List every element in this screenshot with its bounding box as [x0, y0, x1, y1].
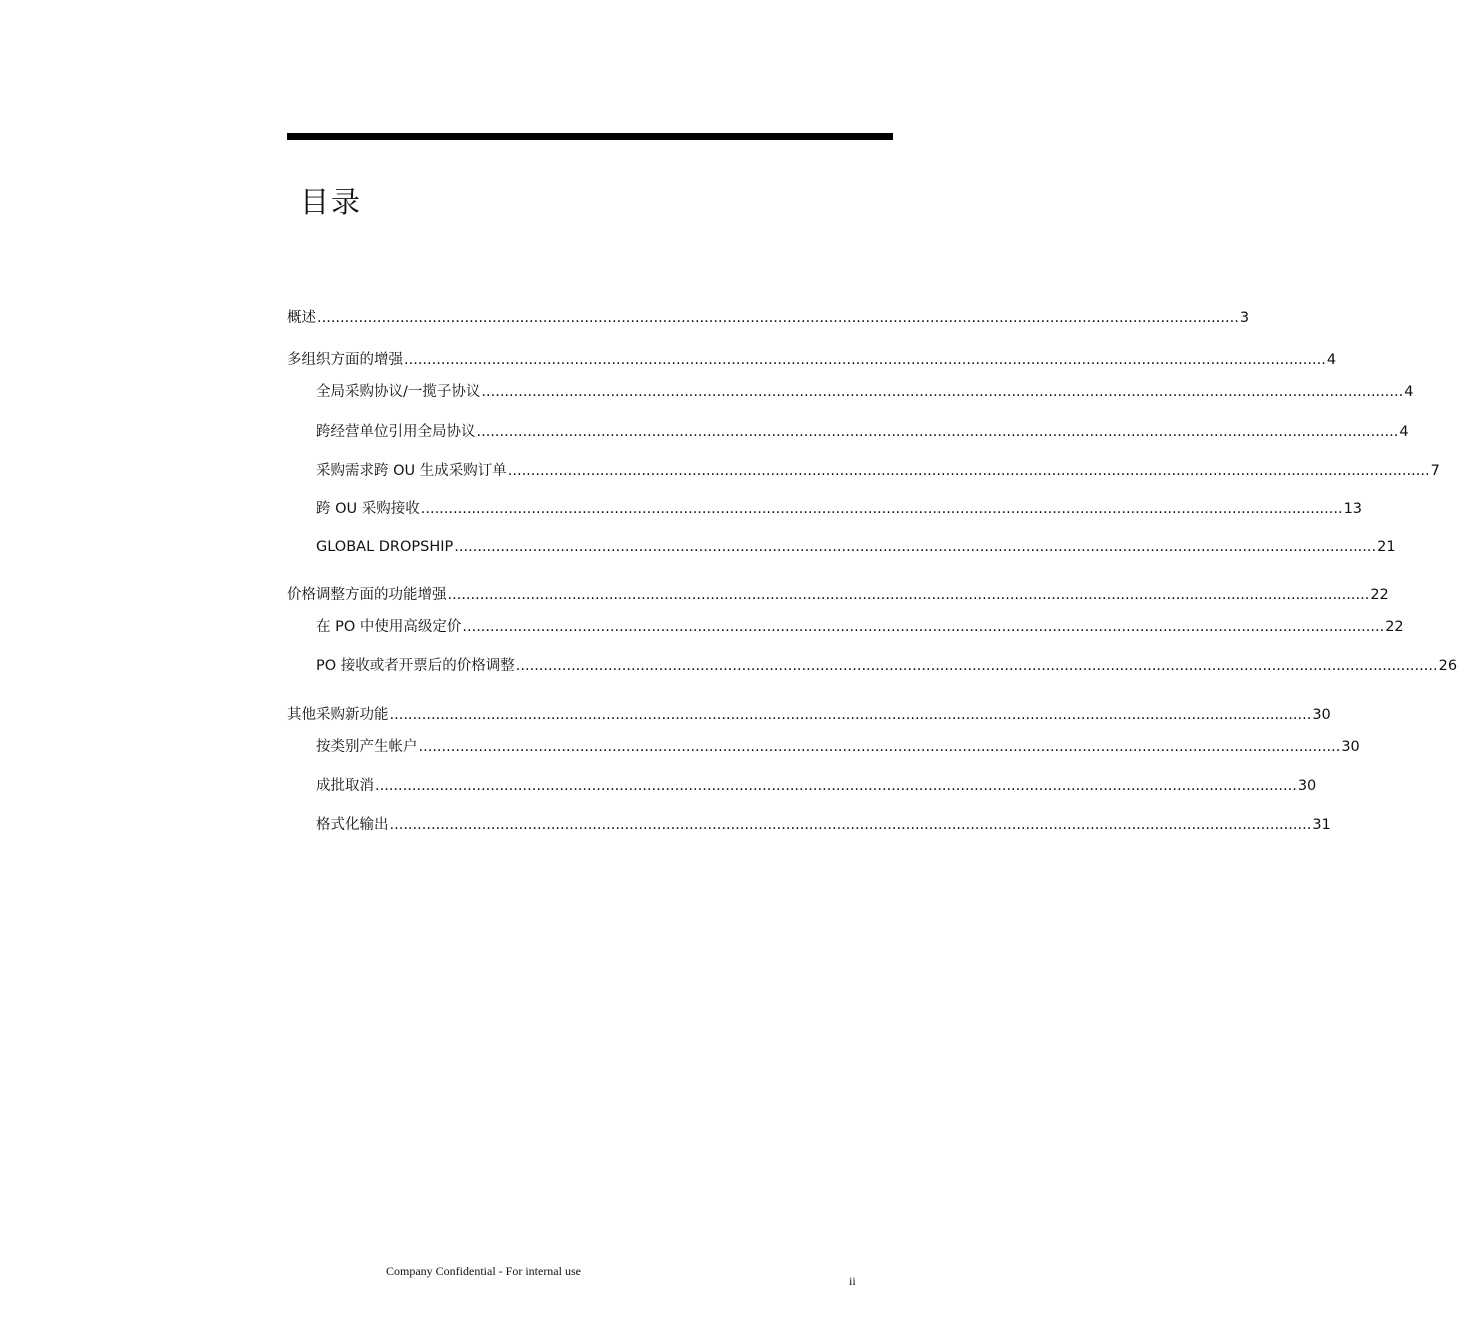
- toc-entry-page: 7: [1430, 463, 1440, 479]
- toc-entry-label: 跨经营单位引用全局协议: [316, 424, 476, 440]
- toc-entry-label: 价格调整方面的功能增强: [287, 587, 447, 603]
- toc-entry[interactable]: [316, 735, 1360, 757]
- toc-entry-page: 4: [1404, 384, 1414, 400]
- page-number: ii: [849, 1274, 856, 1288]
- toc-entry-label: 按类别产生帐户: [316, 739, 418, 755]
- title-rule: [287, 133, 893, 140]
- toc-leader-dots: ........................................................................................................................................................................................................: [454, 539, 1377, 555]
- toc-entry-page: 4: [1326, 352, 1337, 368]
- toc-entry-page: 21: [1377, 539, 1396, 555]
- toc-entry-page: 31: [1312, 817, 1331, 833]
- toc-leader-dots: ........................................................................................................................................................................................................: [481, 384, 1404, 400]
- toc-leader-dots: ........................................................................................................................................................................................................: [420, 501, 1343, 517]
- toc-entry[interactable]: [287, 348, 1337, 370]
- toc-entry-label: 多组织方面的增强: [287, 352, 403, 368]
- toc-leader-dots: ........................................................................................................................................................................................................: [447, 587, 1370, 603]
- toc-entry-page: 26: [1438, 658, 1457, 674]
- toc-entry-label: 格式化输出: [316, 817, 389, 833]
- toc-entry[interactable]: [287, 703, 1331, 725]
- page-title: 目录: [300, 185, 363, 219]
- toc-entry[interactable]: [316, 535, 1396, 557]
- toc-entry-label: 成批取消: [316, 778, 374, 794]
- toc-entry-label: GLOBAL DROPSHIP: [316, 539, 454, 555]
- toc-entry-page: 30: [1312, 707, 1331, 723]
- toc-entry-label: 全局采购协议/一揽子协议: [316, 384, 481, 400]
- toc-leader-dots: ........................................................................................................................................................................................................: [476, 424, 1399, 440]
- toc-entry[interactable]: [316, 497, 1363, 519]
- toc-entry-label: 在 PO 中使用高级定价: [316, 619, 462, 635]
- toc-leader-dots: ........................................................................................................................................................................................................: [317, 310, 1239, 326]
- toc-entry-page: 13: [1343, 501, 1363, 517]
- toc-entry[interactable]: [316, 420, 1409, 442]
- toc-entry[interactable]: [316, 813, 1331, 835]
- toc-entry[interactable]: [316, 615, 1404, 637]
- footer-confidential-notice: Company Confidential - For internal use: [386, 1264, 581, 1278]
- toc-entry-page: 22: [1385, 619, 1404, 635]
- toc-entry-label: 其他采购新功能: [287, 707, 389, 723]
- toc-leader-dots: ........................................................................................................................................................................................................: [418, 739, 1341, 755]
- toc-leader-dots: ........................................................................................................................................................................................................: [389, 707, 1312, 723]
- toc-entry-label: 跨 OU 采购接收: [316, 501, 420, 517]
- toc-entry-label: 概述: [287, 310, 316, 326]
- toc-entry-label: 采购需求跨 OU 生成采购订单: [316, 463, 507, 479]
- toc-entry-page: 30: [1297, 778, 1317, 794]
- toc-leader-dots: ........................................................................................................................................................................................................: [515, 658, 1438, 674]
- toc-entry[interactable]: [287, 583, 1389, 605]
- toc-entry[interactable]: [287, 306, 1250, 328]
- toc-entry[interactable]: [316, 654, 1457, 676]
- toc-leader-dots: ........................................................................................................................................................................................................: [404, 352, 1326, 368]
- toc-leader-dots: ........................................................................................................................................................................................................: [375, 778, 1297, 794]
- toc-entry-page: 30: [1341, 739, 1360, 755]
- toc-leader-dots: ........................................................................................................................................................................................................: [389, 817, 1312, 833]
- toc-entry[interactable]: [316, 380, 1414, 402]
- toc-entry[interactable]: [316, 774, 1317, 796]
- toc-entry-label: PO 接收或者开票后的价格调整: [316, 658, 515, 674]
- toc-entry-page: 22: [1370, 587, 1389, 603]
- toc-leader-dots: ........................................................................................................................................................................................................: [462, 619, 1385, 635]
- toc-leader-dots: ........................................................................................................................................................................................................: [507, 463, 1430, 479]
- toc-entry-page: 3: [1239, 310, 1250, 326]
- toc-entry[interactable]: [316, 459, 1440, 481]
- toc-entry-page: 4: [1399, 424, 1409, 440]
